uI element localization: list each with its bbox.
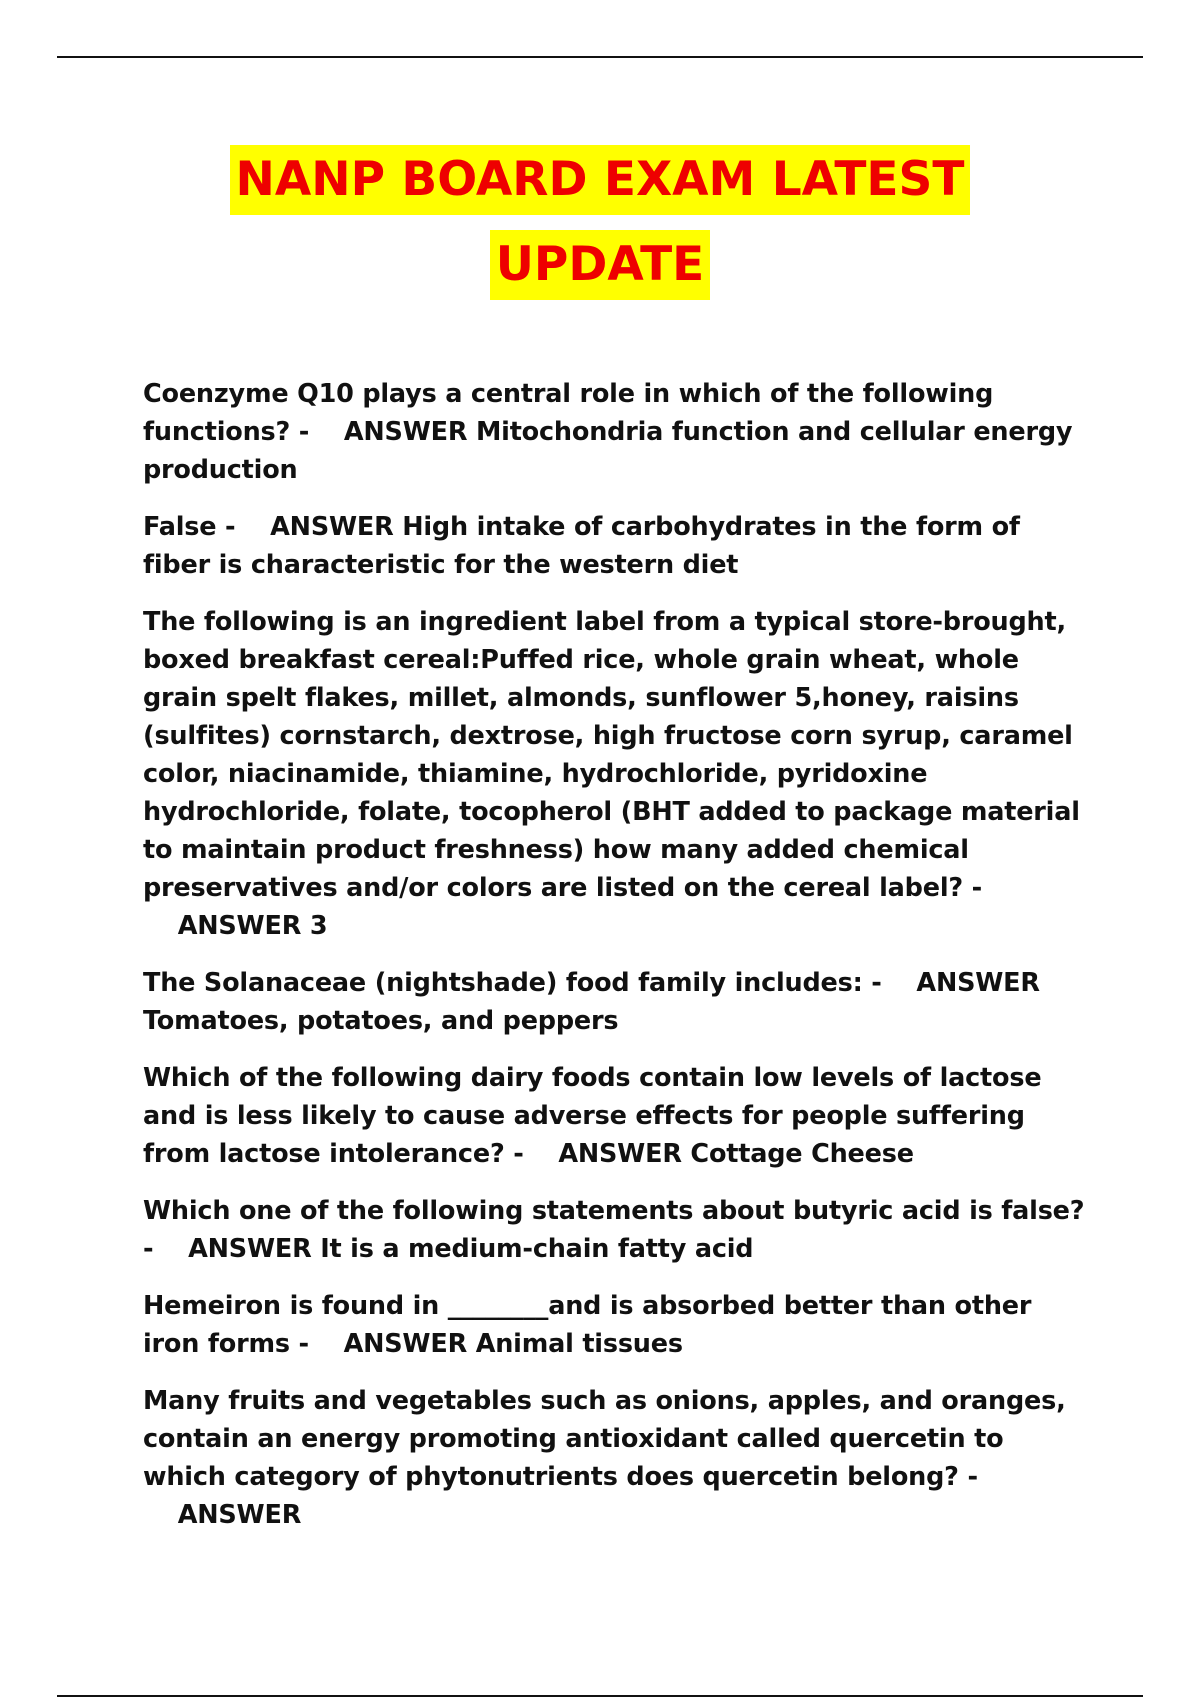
answer-text: ANSWER — [177, 1500, 302, 1530]
question-text: The Solanaceae (nightshade) food family includes: - — [143, 968, 882, 998]
question-text: The following is an ingredient label from a typical store-brought, boxed breakfast cereal:Puffed rice, whole grain wheat, whole grain spelt flakes, millet, almonds, sunflower 5,honey, raisins (sulfites) cornstarch, dextrose, high fructose corn syrup, caramel color, niacinamide, thiamine, hydrochloride, pyridoxine hydrochloride, folate, tocopherol (BHT added to package material to maintain product freshness) how many added chemical preservatives and/or colors are listed on the cereal label? - — [143, 607, 1080, 903]
question-text: Coenzyme Q10 plays a central role in which of the following functions? - — [143, 379, 994, 447]
question-text: Which one of the following statements about butyric acid is false? - — [143, 1196, 1085, 1264]
qa-item — [143, 1287, 1093, 1363]
question-text: Hemeiron is found in ________and is absorbed better than other iron forms - — [143, 1291, 1032, 1359]
answer-text: ANSWER Animal tissues — [343, 1329, 683, 1359]
title-line-2: UPDATE — [490, 230, 711, 300]
qa-item — [143, 508, 1093, 584]
qa-item — [143, 1059, 1093, 1173]
qa-item — [143, 1382, 1093, 1534]
question-text: Many fruits and vegetables such as onions, apples, and oranges, contain an energy promoting antioxidant called quercetin to which category of phytonutrients does quercetin belong? - — [143, 1386, 1066, 1492]
answer-text: ANSWER Tomatoes, potatoes, and peppers — [143, 968, 1040, 1036]
title-line-1: NANP BOARD EXAM LATEST — [230, 145, 971, 215]
question-text: Which of the following dairy foods contain low levels of lactose and is less likely to cause adverse effects for people suffering from lactose intolerance? - — [143, 1063, 1042, 1169]
bottom-rule — [57, 1695, 1143, 1697]
answer-text: ANSWER Mitochondria function and cellular energy production — [143, 417, 1073, 485]
answer-text: ANSWER 3 — [177, 911, 328, 941]
page-title — [0, 140, 1200, 310]
answer-text: ANSWER Cottage Cheese — [558, 1139, 914, 1169]
top-rule — [57, 56, 1143, 58]
qa-item — [143, 603, 1093, 945]
question-text: False - — [143, 512, 236, 542]
answer-text: ANSWER It is a medium-chain fatty acid — [188, 1234, 754, 1264]
qa-list — [143, 375, 1093, 1553]
qa-item — [143, 1192, 1093, 1268]
answer-text: ANSWER High intake of carbohydrates in the form of fiber is characteristic for the western diet — [143, 512, 1020, 580]
qa-item — [143, 964, 1093, 1040]
qa-item — [143, 375, 1093, 489]
